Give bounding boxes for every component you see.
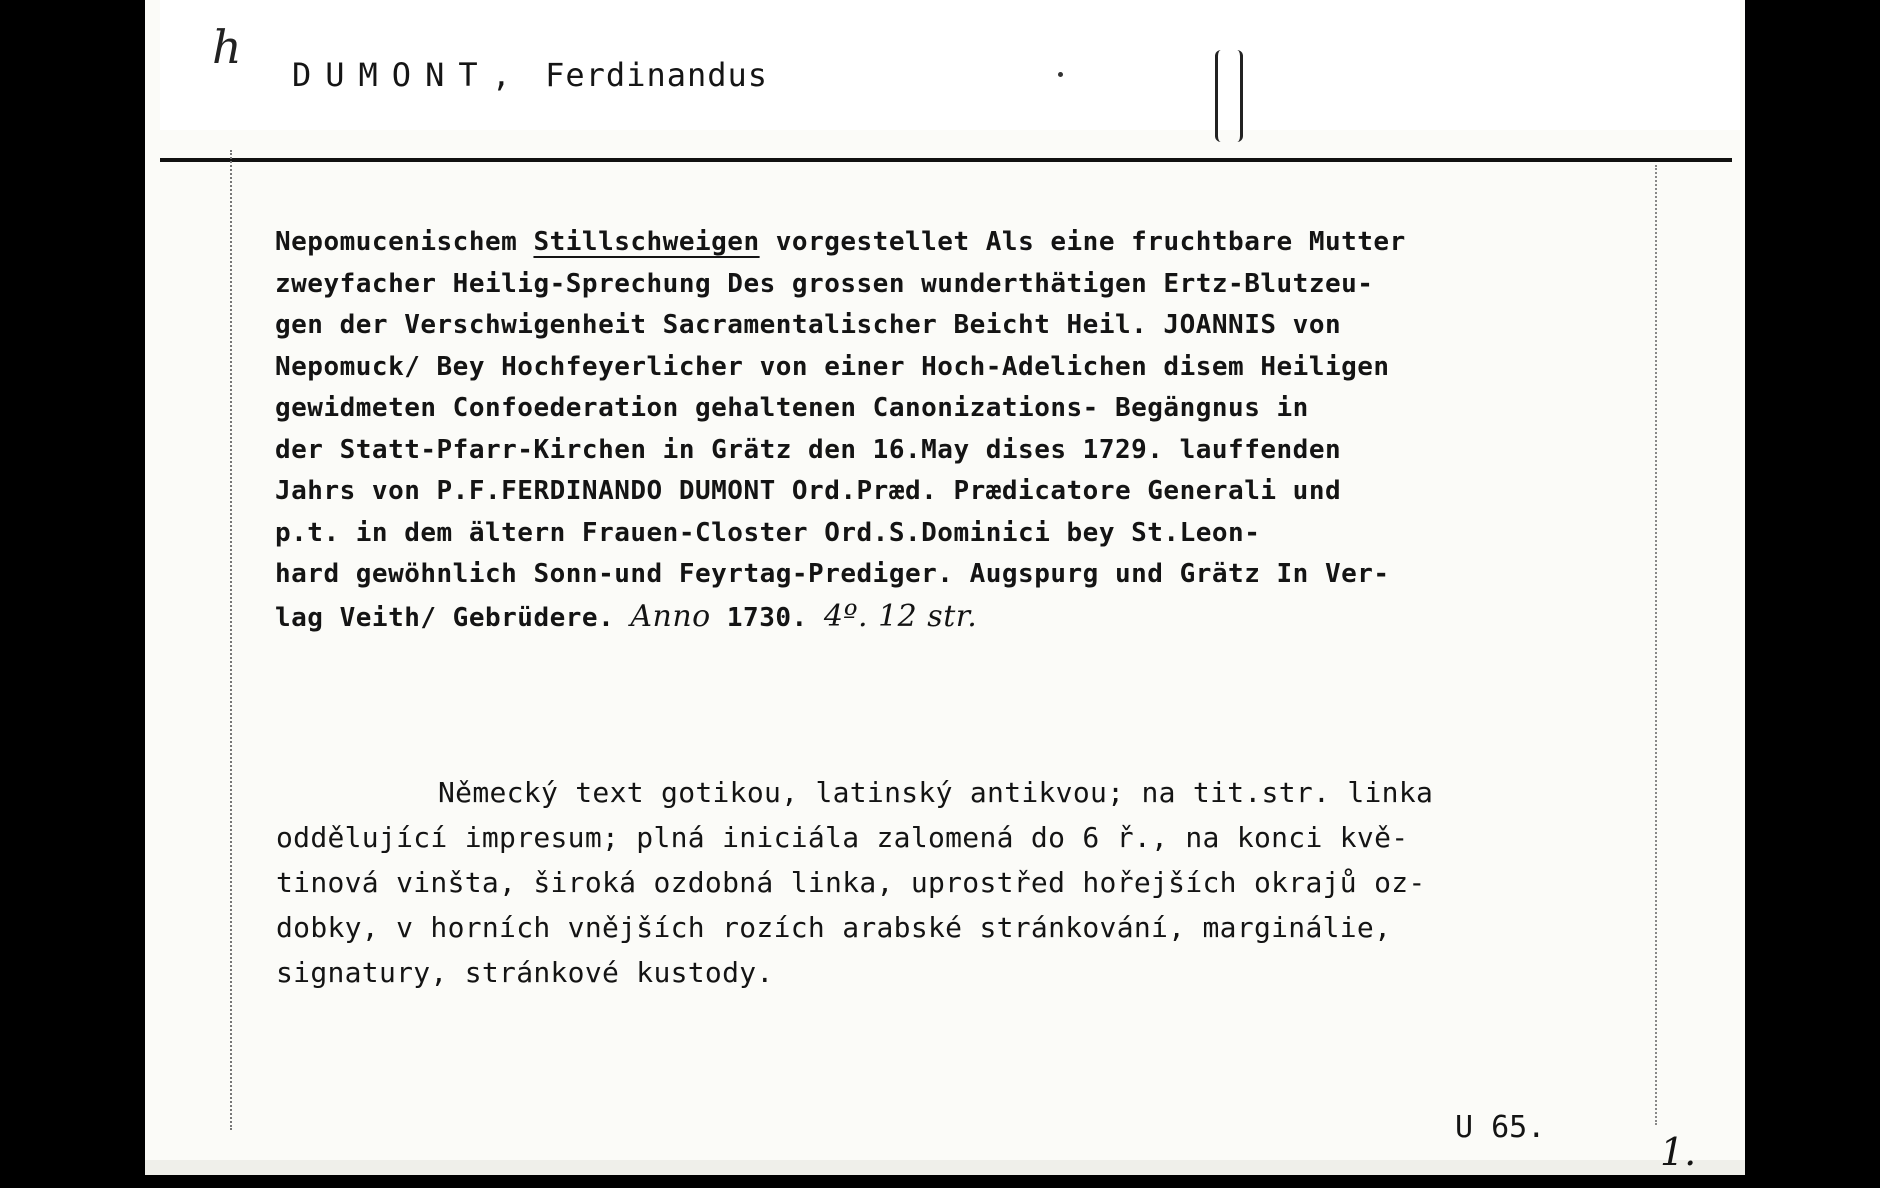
title-transcription — [275, 222, 1660, 637]
handwritten-page-number: 1. — [1660, 1130, 1697, 1174]
title-line: hard gewöhnlich Sonn-und Feyrtag-Prediger. Augspurg und Grätz In Ver- — [275, 559, 1390, 589]
title-line: Jahrs von P.F.FERDINANDO DUMONT Ord.Præd. Prædicatore Generali und — [275, 476, 1342, 506]
title-line: zweyfacher Heilig-Sprechung Des grossen wunderthätigen Ertz-Blutzeu- — [275, 268, 1374, 299]
left-margin-line — [230, 150, 234, 1130]
author-surname: DUMONT, — [292, 56, 525, 94]
card-bottom-edge — [145, 1160, 1745, 1175]
physical-description — [276, 770, 1636, 995]
title-line: Nepomucenischem Stillschweigen vorgestellet Als eine fruchtbare Mutter — [275, 227, 1406, 257]
bracket-mark — [1215, 50, 1243, 142]
author-given-name: Ferdinandus — [545, 56, 769, 94]
imprint-year: 1730. — [710, 602, 824, 633]
description-line: dobky, v horních vnějších rozích arabské stránkování, marginálie, — [276, 911, 1392, 944]
shelf-mark: U 65. — [1455, 1110, 1546, 1145]
description-line: oddělující impresum; plná iniciála zalomená do 6 ř., na konci kvě- — [276, 821, 1409, 854]
description-line: tinová vinšta, široká ozdobná linka, uprostřed hořejších okrajů oz- — [276, 866, 1426, 899]
title-line: der Statt-Pfarr-Kirchen in Grätz den 16.May dises 1729. lauffenden — [275, 434, 1342, 465]
title-line-imprint: lag Veith/ Gebrüdere. Anno 1730. 4º. 12 str. — [275, 598, 978, 634]
title-line: p.t. in dem ältern Frauen-Closter Ord.S.Dominici bey St.Leon- — [275, 517, 1261, 548]
description-line: Německý text gotikou, latinský antikvou; na tit.str. linka — [438, 776, 1434, 809]
title-line: gewidmeten Confoederation gehaltenen Canonizations- Begängnus in — [275, 393, 1309, 423]
handwritten-anno: Anno — [630, 598, 711, 634]
dot-mark — [1058, 72, 1063, 77]
card-heading — [292, 56, 768, 94]
title-line: Nepomuck/ Bey Hochfeyerlicher von einer Hoch-Adelichen disem Heiligen — [275, 351, 1390, 382]
handwritten-corner-mark: h — [212, 20, 242, 74]
handwritten-format-note: 4º. 12 str. — [823, 598, 978, 634]
underlined-word: Stillschweigen — [533, 227, 760, 257]
title-line: gen der Verschwigenheit Sacramentalischer Beicht Heil. JOANNIS von — [275, 310, 1342, 340]
description-line: signatury, stránkové kustody. — [276, 956, 774, 989]
header-divider-line — [160, 158, 1732, 162]
